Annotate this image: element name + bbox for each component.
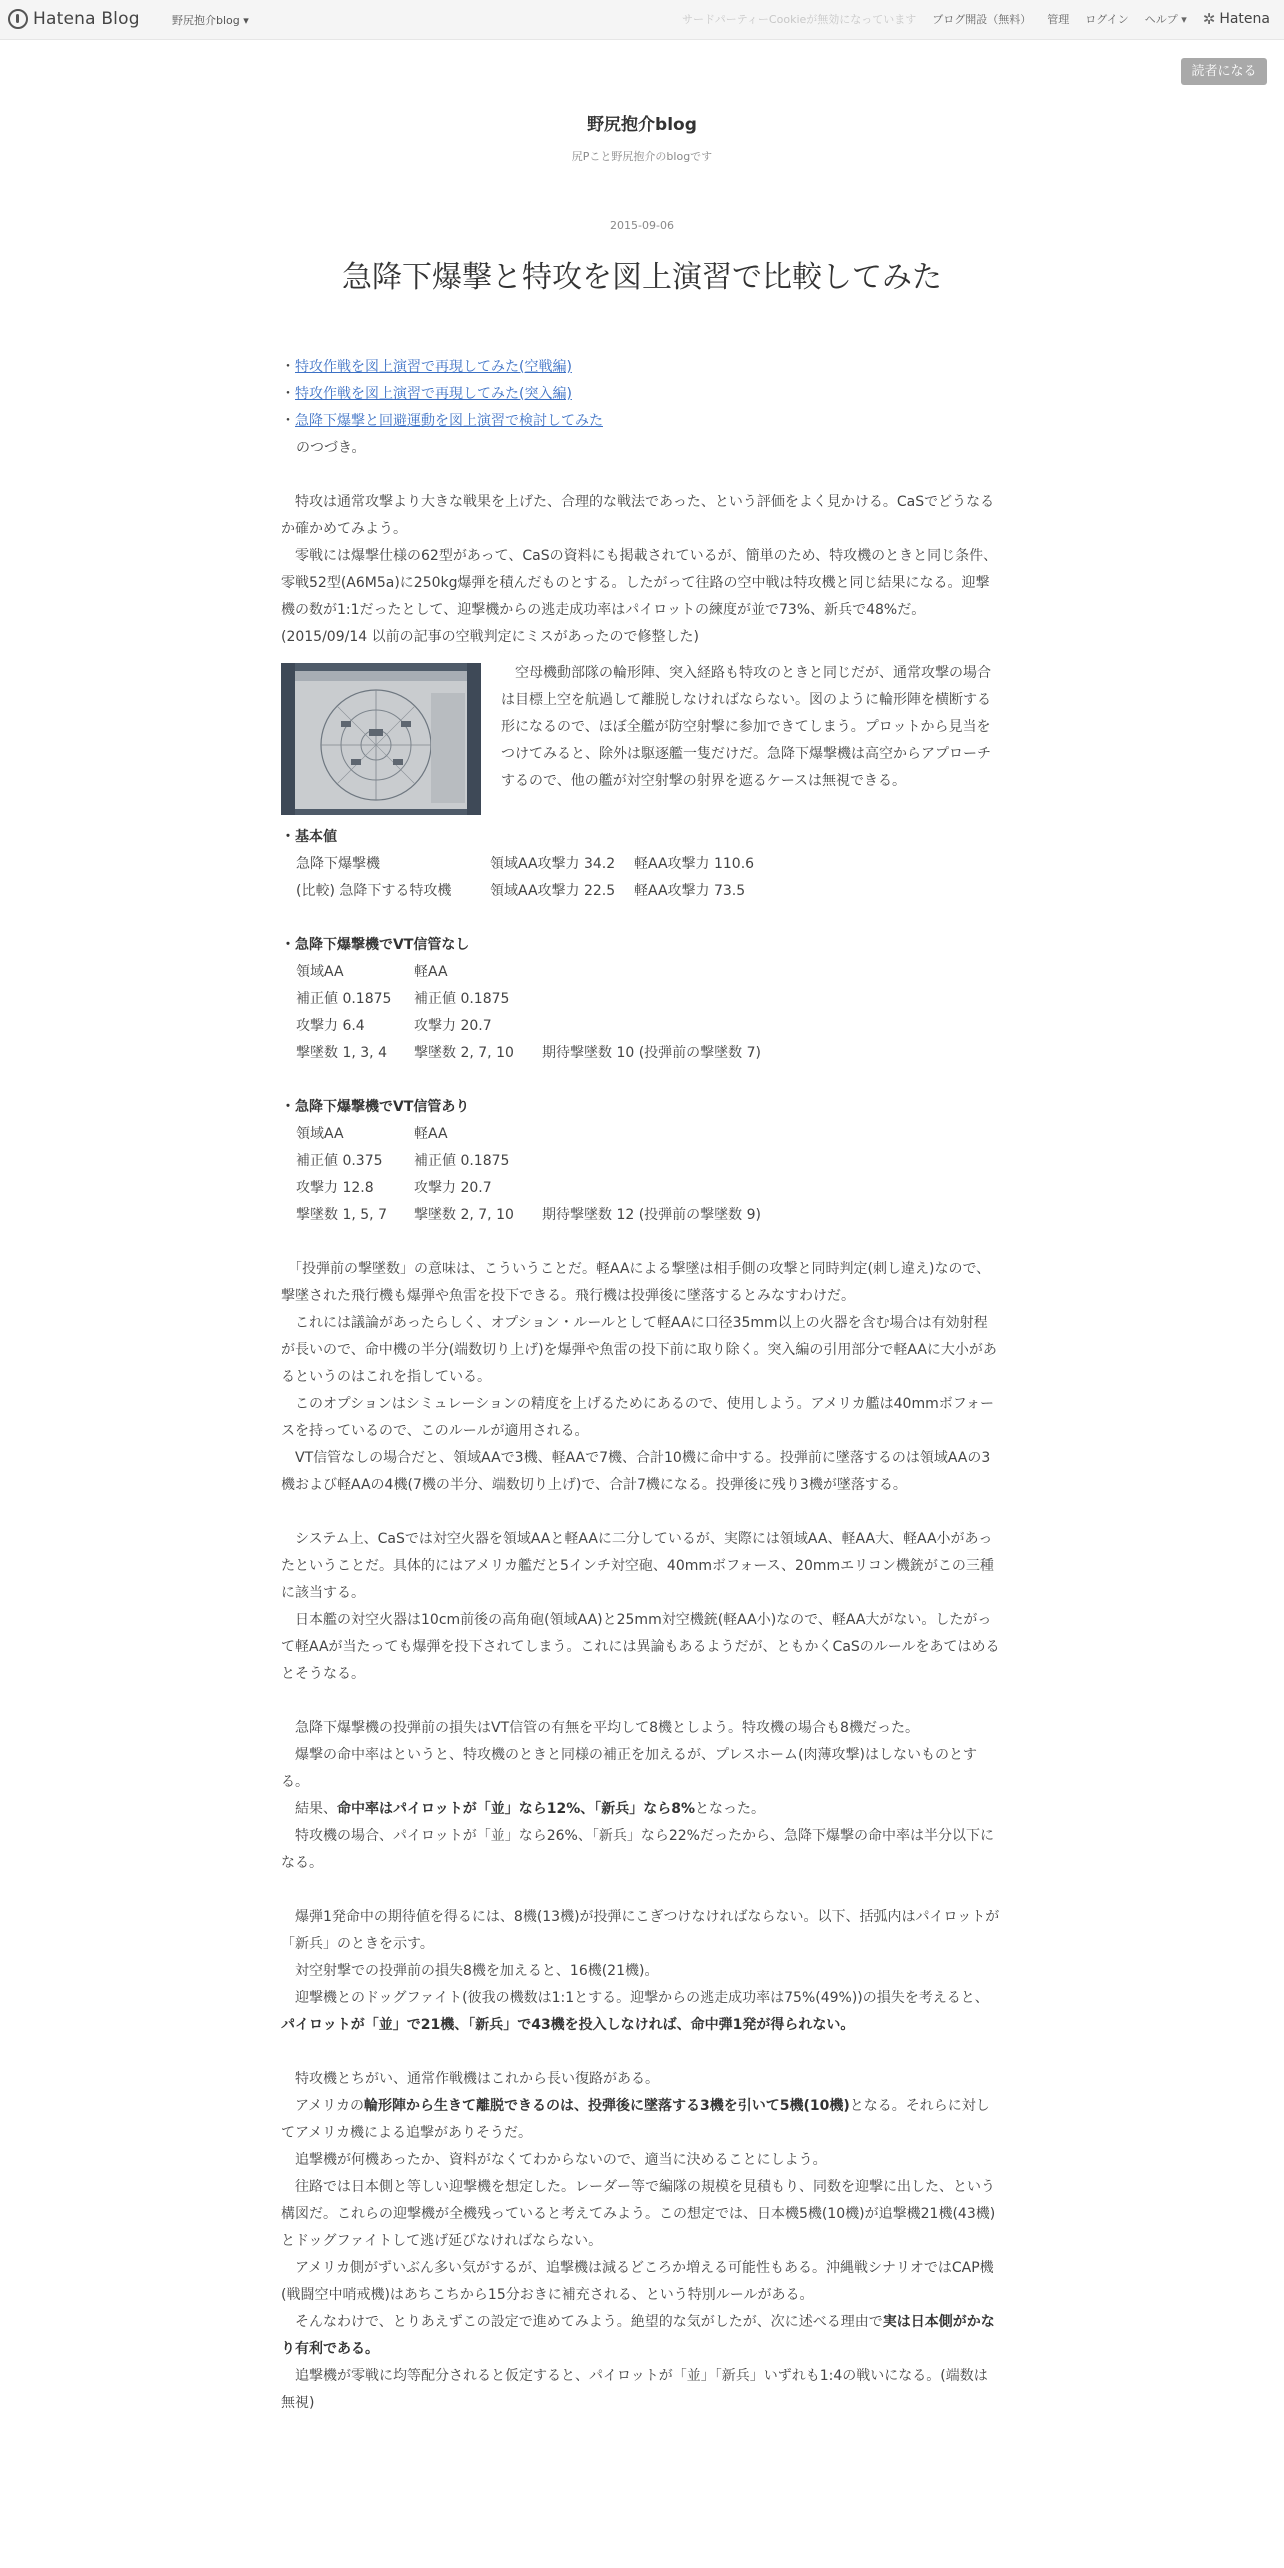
vt-row: 攻撃力 12.8 攻撃力 20.7 bbox=[296, 1180, 492, 1196]
paragraph: 日本艦の対空火器は10cm前後の高角砲(領域AA)と25mm対空機銃(軽AA小)なので、軽AA大がない。したがって軽AAが当たっても爆弾を投下されてしまう。これには異論もあるようだが、ともかくCaSのルールをあてはめるとそうなる。 bbox=[281, 1612, 1000, 1682]
basic-row: (比較) 急降下する特攻機 領域AA攻撃力 22.5 軽AA攻撃力 73.5 bbox=[296, 883, 746, 899]
paragraph: このオプションはシミュレーションの精度を上げるためにあるので、使用しよう。アメリカ艦は40mmボフォースを持っているので、このルールが適用される。 bbox=[281, 1396, 995, 1439]
related-link-aerial[interactable]: 特攻作戦を図上演習で再現してみた(空戦編) bbox=[295, 359, 572, 375]
bullet: ・ bbox=[281, 359, 295, 375]
paragraph: 特攻機とちがい、通常作戦機はこれから長い復路がある。 bbox=[281, 2071, 659, 2087]
paragraph: 爆弾1発命中の期待値を得るには、8機(13機)が投弾にこぎつけなければならない。以下、括弧内はパイロットが「新兵」のときを示す。 bbox=[281, 1909, 1000, 1952]
novt-row: 撃墜数 1, 3, 4 撃墜数 2, 7, 10 期待撃墜数 10 (投弾前の撃墜数 7) bbox=[296, 1045, 761, 1061]
hatena-blog-logo-text: Hatena Blog bbox=[33, 9, 140, 29]
blog-description: 尻Pこと野尻抱介のblogです bbox=[571, 150, 713, 163]
paragraph: 特攻機の場合、パイロットが「並」なら26%、「新兵」なら22%だったから、急降下爆撃の命中率は半分以下になる。 bbox=[281, 1828, 994, 1871]
paragraph: VT信管なしの場合だと、領域AAで3機、軽AAで7機、合計10機に命中する。投弾前に墜落するのは領域AAの3機および軽AAの4機(7機の半分、端数切り上げ)で、合計7機になる。投弾後に残り3機が墜落する。 bbox=[281, 1450, 991, 1493]
hatena-label: Hatena bbox=[1219, 11, 1270, 27]
paragraph: 零戦には爆撃仕様の62型があって、CaSの資料にも掲載されているが、簡単のため、特攻機のときと同じ条件、零戦52型(A6M5a)に250kg爆弾を積んだものとする。したがって往路の空中戦は特攻機と同じ結果になる。迎撃機の数が1:1だったとして、迎撃機からの逃走成功率はパイロットの練度が並で73%、新兵で48%だ。(2015/09/14 以前の記事の空戦判定にミスがあったので修整した) bbox=[281, 548, 998, 645]
entry-title[interactable]: 急降下爆撃と特攻を図上演習で比較してみた bbox=[342, 260, 942, 295]
novt-row: 補正値 0.1875 補正値 0.1875 bbox=[296, 991, 510, 1007]
image-with-text bbox=[281, 660, 1001, 815]
bullet: ・ bbox=[281, 386, 295, 402]
paragraph: アメリカ側がずいぶん多い気がするが、追撃機は減るどころか増える可能性もある。沖縄戦シナリオではCAP機(戦闘空中哨戒機)はあちこちから15分おきに補充される、という特別ルールがある。 bbox=[281, 2260, 994, 2303]
paragraph: 対空射撃での投弾前の損失8機を加えると、16機(21機)。 bbox=[281, 1963, 659, 1979]
paragraph: 追撃機が零戦に均等配分されると仮定すると、パイロットが「並」「新兵」いずれも1:4の戦いになる。(端数は無視) bbox=[281, 2368, 988, 2411]
paragraph: システム上、CaSでは対空火器を領域AAと軽AAに二分しているが、実際には領域AA、軽AA大、軽AA小があったということだ。具体的にはアメリカ艦だと5インチ対空砲、40mmボフォース、20mmエリコン機銃がこの三種に該当する。 bbox=[281, 1531, 994, 1601]
paragraph: 特攻は通常攻撃より大きな戦果を上げた、合理的な戦法であった、という評価をよく見かける。CaSでどうなるか確かめてみよう。 bbox=[281, 494, 995, 537]
related-link-evasion[interactable]: 急降下爆撃と回避運動を図上演習で検討してみた bbox=[295, 413, 603, 429]
vt-heading: ・急降下爆撃機でVT信管あり bbox=[281, 1099, 470, 1115]
paragraph: これには議論があったらしく、オプション・ルールとして軽AAに口径35mm以上の火器を含む場合は有効射程が長いので、命中機の半分(端数切り上げ)を爆弾や魚雷の投下前に取り除く。突入編の引用部分で軽AAに大小があるというのはこれを指している。 bbox=[281, 1315, 997, 1385]
paragraph: 往路では日本側と等しい迎撃機を想定した。レーダー等で編隊の規模を見積もり、同数を迎撃に出した、という構図だ。これらの迎撃機が全機残っていると考えてみよう。この想定では、日本機5機(10機)が追撃機21機(43機)とドッグファイトして逃げ延びなければならない。 bbox=[281, 2179, 996, 2249]
help-menu[interactable]: ヘルプ ▾ bbox=[1144, 13, 1187, 26]
related-link-assault[interactable]: 特攻作戦を図上演習で再現してみた(突入編) bbox=[295, 386, 572, 402]
paragraph: アメリカの輪形陣から生きて離脱できるのは、投弾後に墜落する3機を引いて5機(10機)となる。それらに対してアメリカ機による追撃がありそうだ。 bbox=[281, 2098, 990, 2141]
basic-heading: ・基本値 bbox=[281, 829, 337, 845]
blog-dropdown[interactable]: 野尻抱介blog ▾ bbox=[172, 14, 249, 27]
hatena-blog-logo-icon bbox=[8, 9, 28, 29]
hatena-blog-logo[interactable] bbox=[8, 9, 140, 29]
paragraph: 迎撃機とのドッグファイト(彼我の機数は1:1とする。迎撃からの逃走成功率は75%(49%))の損失を考えると、パイロットが「並」で21機、「新兵」で43機を投入しなければ、命中弾1発が得られない。 bbox=[281, 1990, 989, 2033]
login-link[interactable]: ログイン bbox=[1085, 13, 1129, 26]
start-blog-link[interactable]: ブログ開設（無料） bbox=[932, 13, 1032, 26]
link-item bbox=[281, 354, 1001, 381]
novt-row: 領域AA 軽AA bbox=[296, 964, 448, 980]
continuation-text: のつづき。 bbox=[296, 440, 366, 456]
admin-link[interactable]: 管理 bbox=[1047, 13, 1070, 26]
link-item bbox=[281, 381, 1001, 408]
header-nav bbox=[682, 10, 1270, 28]
vt-row: 補正値 0.375 補正値 0.1875 bbox=[296, 1153, 510, 1169]
hatena-menu[interactable] bbox=[1203, 10, 1270, 28]
paragraph: 急降下爆撃機の投弾前の損失はVT信管の有無を平均して8機としよう。特攻機の場合も8機だった。 bbox=[281, 1720, 919, 1736]
global-header bbox=[0, 0, 1284, 40]
paragraph: 「投弾前の撃墜数」の意味は、こういうことだ。軽AAによる撃墜は相手側の攻撃と同時判定(刺し違え)なので、撃墜された飛行機も爆弾や魚雷を投下できる。飛行機は投弾後に墜落するとみなすわけだ。 bbox=[281, 1261, 991, 1304]
entry-date[interactable]: 2015-09-06 bbox=[610, 219, 674, 232]
paragraph: そんなわけで、とりあえずこの設定で進めてみよう。絶望的な気がしたが、次に述べる理由で実は日本側がかなり有利である。 bbox=[281, 2314, 995, 2357]
paragraph: 追撃機が何機あったか、資料がなくてわからないので、適当に決めることにしよう。 bbox=[281, 2152, 827, 2168]
novt-heading: ・急降下爆撃機でVT信管なし bbox=[281, 937, 470, 953]
vt-row: 撃墜数 1, 5, 7 撃墜数 2, 7, 10 期待撃墜数 12 (投弾前の撃墜数 9) bbox=[296, 1207, 761, 1223]
paragraph: 空母機動部隊の輪形陣、突入経路も特攻のときと同じだが、通常攻撃の場合は目標上空を航過して離脱しなければならない。図のように輪形陣を横断する形になるので、ほぼ全艦が防空射撃に参加できてしまう。プロットから見当をつけてみると、除外は駆逐艦一隻だけだ。急降下爆撃機は高空からアプローチするので、他の艦が対空射撃の射界を遮るケースは無視できる。 bbox=[501, 665, 991, 789]
basic-row: 急降下爆撃機 領域AA攻撃力 34.2 軽AA攻撃力 110.6 bbox=[296, 856, 755, 872]
subscribe-button[interactable]: 読者になる bbox=[1181, 58, 1267, 85]
novt-row: 攻撃力 6.4 攻撃力 20.7 bbox=[296, 1018, 492, 1034]
entry-content bbox=[281, 354, 1001, 2417]
paragraph: 爆撃の命中率はというと、特攻機のときと同様の補正を加えるが、プレスホーム(肉薄攻撃)はしないものとする。 bbox=[281, 1747, 977, 1790]
paragraph: 結果、命中率はパイロットが「並」なら12%、「新兵」なら8%となった。 bbox=[281, 1801, 765, 1817]
link-item bbox=[281, 408, 1001, 435]
blog-title[interactable]: 野尻抱介blog bbox=[587, 115, 697, 135]
vt-row: 領域AA 軽AA bbox=[296, 1126, 448, 1142]
hatena-star-icon: ✲ bbox=[1202, 10, 1216, 28]
ring-formation-map-image[interactable] bbox=[281, 663, 481, 815]
bullet: ・ bbox=[281, 413, 295, 429]
cookie-notice[interactable]: サードパーティーCookieが無効になっています bbox=[682, 13, 917, 26]
